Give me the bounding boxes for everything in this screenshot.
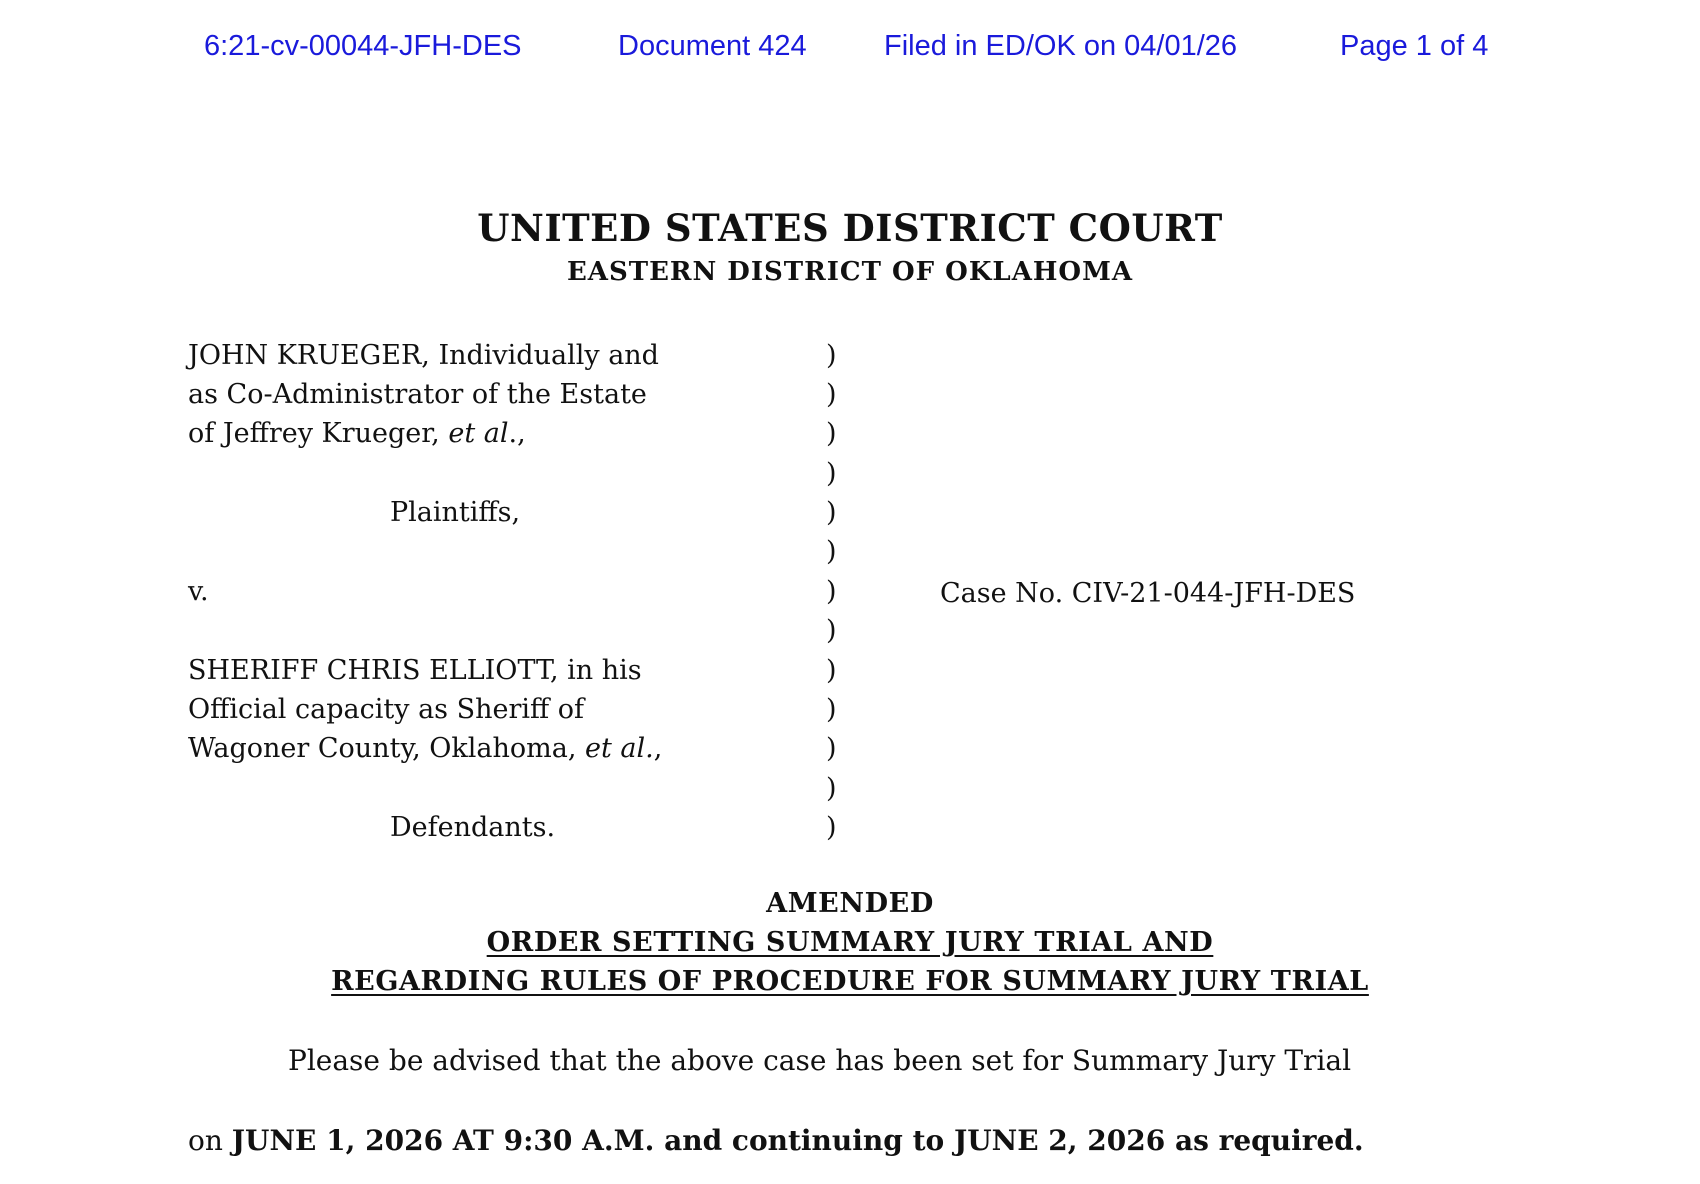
defendant-name-line-1: SHERIFF CHRIS ELLIOTT, in his <box>188 655 642 686</box>
caption-paren: ) <box>826 733 837 764</box>
court-district: EASTERN DISTRICT OF OKLAHOMA <box>566 257 1134 287</box>
caption-paren: ) <box>826 615 837 646</box>
body-paragraph-line-2: on JUNE 1, 2026 AT 9:30 A.M. and continuing to JUNE 2, 2026 as required. <box>188 1124 1364 1157</box>
header-document-number: Document 424 <box>618 30 807 62</box>
caption-paren: ) <box>826 655 837 686</box>
versus-label: v. <box>188 576 209 607</box>
caption-paren: ) <box>826 694 837 725</box>
header-filed-date: Filed in ED/OK on 04/01/26 <box>884 30 1238 62</box>
caption-paren: ) <box>826 812 837 843</box>
caption-paren: ) <box>826 418 837 449</box>
et-al-italic: et al. <box>585 733 654 764</box>
plaintiffs-label: Plaintiffs, <box>390 497 521 528</box>
filing-stamp-header <box>0 30 1700 74</box>
order-title-line-2: REGARDING RULES OF PROCEDURE FOR SUMMARY JURY TRIAL <box>331 966 1369 997</box>
caption-paren: ) <box>826 458 837 489</box>
court-title: UNITED STATES DISTRICT COURT <box>477 206 1223 250</box>
trial-date-bold: JUNE 1, 2026 AT 9:30 A.M. and continuing to JUNE 2, 2026 as required. <box>231 1124 1364 1157</box>
defendant-name-line-3: Wagoner County, Oklahoma, et al., <box>188 733 663 764</box>
case-number: Case No. CIV-21-044-JFH-DES <box>940 578 1356 609</box>
caption-paren: ) <box>826 576 837 607</box>
defendants-label: Defendants. <box>390 812 556 843</box>
caption-paren: ) <box>826 340 837 371</box>
et-al-italic: et al <box>448 418 509 449</box>
header-page-number: Page 1 of 4 <box>1340 30 1489 62</box>
plaintiff-name-line-1: JOHN KRUEGER, Individually and <box>188 340 659 371</box>
caption-paren: ) <box>826 497 837 528</box>
plaintiff-name-line-3: of Jeffrey Krueger, et al., <box>188 418 526 449</box>
body-paragraph-line-1: Please be advised that the above case has been set for Summary Jury Trial <box>288 1044 1352 1077</box>
defendant-name-line-2: Official capacity as Sheriff of <box>188 694 585 725</box>
header-case-number: 6:21-cv-00044-JFH-DES <box>204 30 522 62</box>
caption-paren: ) <box>826 773 837 804</box>
plaintiff-name-line-2: as Co-Administrator of the Estate <box>188 379 647 410</box>
order-title-line-1: ORDER SETTING SUMMARY JURY TRIAL AND <box>486 927 1214 958</box>
caption-paren: ) <box>826 379 837 410</box>
order-amended-label: AMENDED <box>766 888 934 919</box>
caption-paren: ) <box>826 536 837 567</box>
